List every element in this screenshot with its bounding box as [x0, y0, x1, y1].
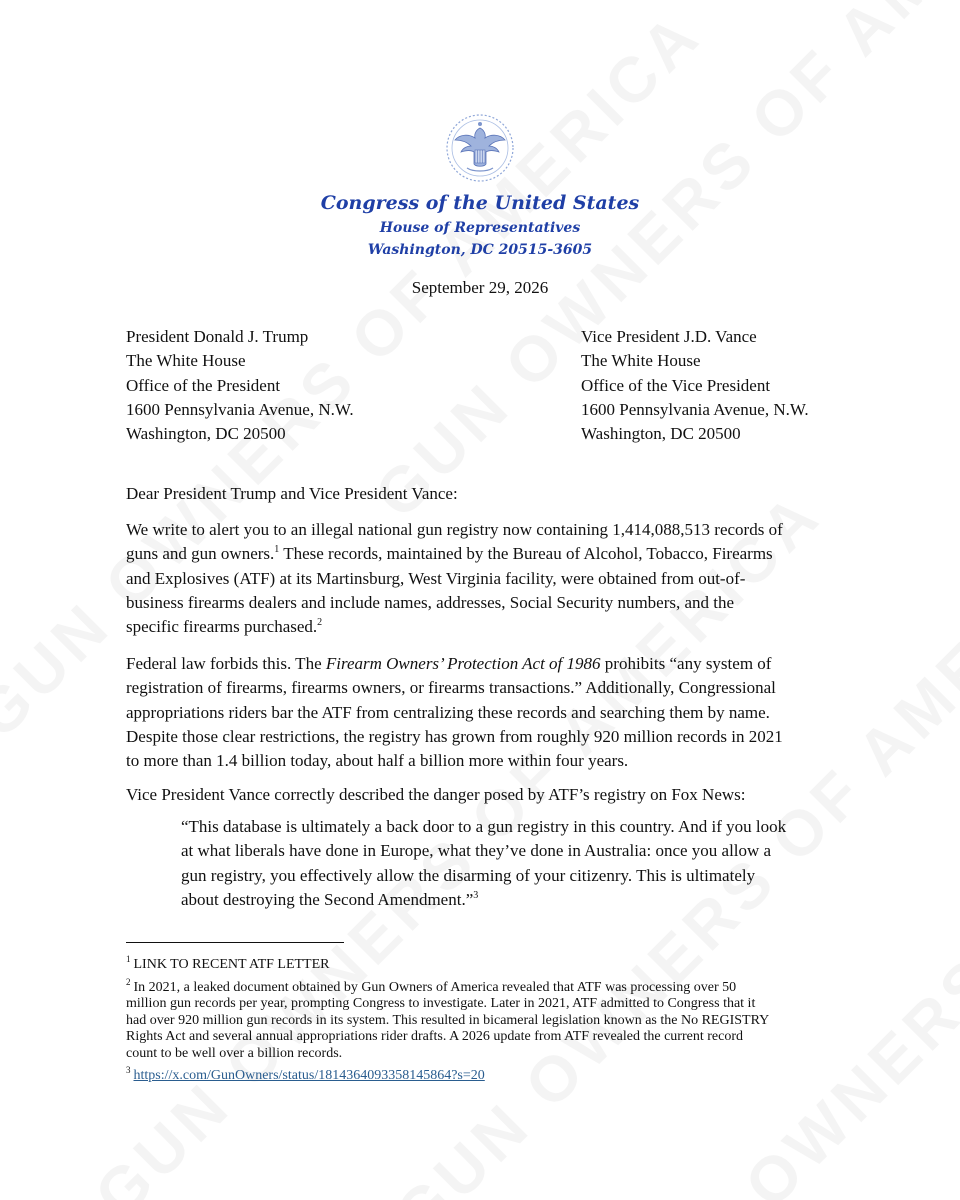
address-line: Office of the Vice President — [581, 375, 771, 395]
address-line: 1600 Pennsylvania Avenue, N.W. — [581, 399, 809, 419]
footnote-1 — [126, 954, 836, 974]
text-span: about destroying the Second Amendment.” — [181, 889, 474, 909]
text-line: and Explosives (ATF) at its Martinsburg, West Virginia facility, were obtained from out-of- — [126, 568, 746, 588]
footnote-ref-1: 1 — [274, 544, 280, 556]
act-title: Firearm Owners’ Protection Act of 1986 — [325, 654, 601, 673]
letterhead-address: Washington, DC 20515-3605 — [367, 242, 593, 258]
address-line: President Donald J. Trump — [126, 327, 309, 346]
footnotes — [126, 954, 836, 1091]
quote-line — [181, 888, 786, 912]
text-span: specific firearms purchased. — [126, 617, 318, 637]
letterhead-congress: Congress of the United States — [320, 192, 640, 214]
footnote-number: 3 — [126, 1065, 131, 1075]
footnote-line: count to be well over a billion records. — [126, 1045, 343, 1061]
text-line — [126, 615, 834, 639]
text-span: These records, maintained by the Bureau of Alcohol, Tobacco, Firearms — [279, 544, 773, 564]
footnote-ref-2: 2 — [317, 617, 323, 629]
text-span: Federal law forbids this. The — [126, 654, 326, 673]
footnote-number: 1 — [126, 954, 131, 964]
footnote-line: Rights Act and several annual appropriations rider drafts. A 2026 update from ATF revealed the current record — [126, 1029, 743, 1044]
salutation: Dear President Trump and Vice President Vance: — [126, 484, 458, 503]
footnote-line: had over 920 million gun records in its system. This resulted in bicameral legislation known as the No REGISTRY — [126, 1012, 770, 1028]
address-line: Washington, DC 20500 — [581, 424, 741, 444]
footnote-text: LINK TO RECENT ATF LETTER — [133, 957, 330, 972]
letter-date: September 29, 2026 — [411, 278, 549, 297]
quote-line: at what liberals have done in Europe, what they’ve done in Australia: once you allow a — [181, 841, 772, 861]
address-line: Vice President J.D. Vance — [581, 327, 757, 346]
paragraph-vance-intro: Vice President Vance correctly described the danger posed by ATF’s registry on Fox News: — [126, 785, 746, 804]
footnote-source-link[interactable]: https://x.com/GunOwners/status/1814364093358145864?s=20 — [133, 1068, 485, 1083]
text-span: guns and gun owners. — [126, 544, 275, 564]
text-span: prohibits “any system of — [600, 654, 772, 673]
footnote-number: 2 — [126, 976, 131, 987]
address-line: The White House — [126, 351, 246, 371]
text-line — [126, 652, 834, 676]
watermark-text — [360, 0, 960, 532]
paragraph-federal-law — [126, 652, 834, 773]
text-line: Despite those clear restrictions, the registry has grown from roughly 920 million records in 2021 — [126, 726, 783, 746]
letterhead-house: House of Representatives — [379, 220, 581, 236]
footnote-text: In 2021, a leaked document obtained by Gun Owners of America revealed that ATF was processing over 50 — [133, 979, 737, 995]
footnote-2 — [126, 976, 836, 1063]
quote-line: gun registry, you effectively allow the disarming of your citizenry. This is ultimately — [181, 865, 756, 885]
house-seal-icon — [445, 112, 515, 184]
footnote-ref-3: 3 — [473, 889, 479, 901]
text-line: to more than 1.4 billion today, about half a billion more within four years. — [126, 751, 629, 771]
recipient-address-president — [126, 325, 354, 446]
address-line: Washington, DC 20500 — [126, 424, 286, 444]
address-line: The White House — [581, 351, 701, 371]
text-line: business firearms dealers and include names, addresses, Social Security numbers, and the — [126, 592, 735, 612]
footnote-line — [126, 976, 836, 997]
paragraph-registry-alert — [126, 518, 834, 639]
text-line: appropriations riders bar the ATF from centralizing these records and searching them by name. — [126, 702, 770, 722]
footnote-3 — [126, 1065, 836, 1085]
footnote-line: million gun records per year, prompting Congress to investigate. Later in 2021, ATF admitted to Congress that it — [126, 996, 756, 1011]
quote-line: “This database is ultimately a back door to a gun registry in this country. And if you look — [181, 817, 787, 836]
footnote-divider — [126, 942, 344, 943]
recipient-address-vice-president — [581, 325, 809, 446]
footnote-line — [126, 1065, 836, 1085]
text-line: registration of firearms, firearms owners, or firearms transactions.” Additionally, Congressional — [126, 678, 776, 698]
text-line: We write to alert you to an illegal national gun registry now containing 1,414,088,513 records of — [126, 520, 783, 539]
address-line: Office of the President — [126, 375, 281, 395]
footnote-line — [126, 954, 836, 974]
address-line: 1600 Pennsylvania Avenue, N.W. — [126, 399, 354, 419]
text-line — [126, 542, 834, 566]
vance-quote — [181, 815, 786, 912]
